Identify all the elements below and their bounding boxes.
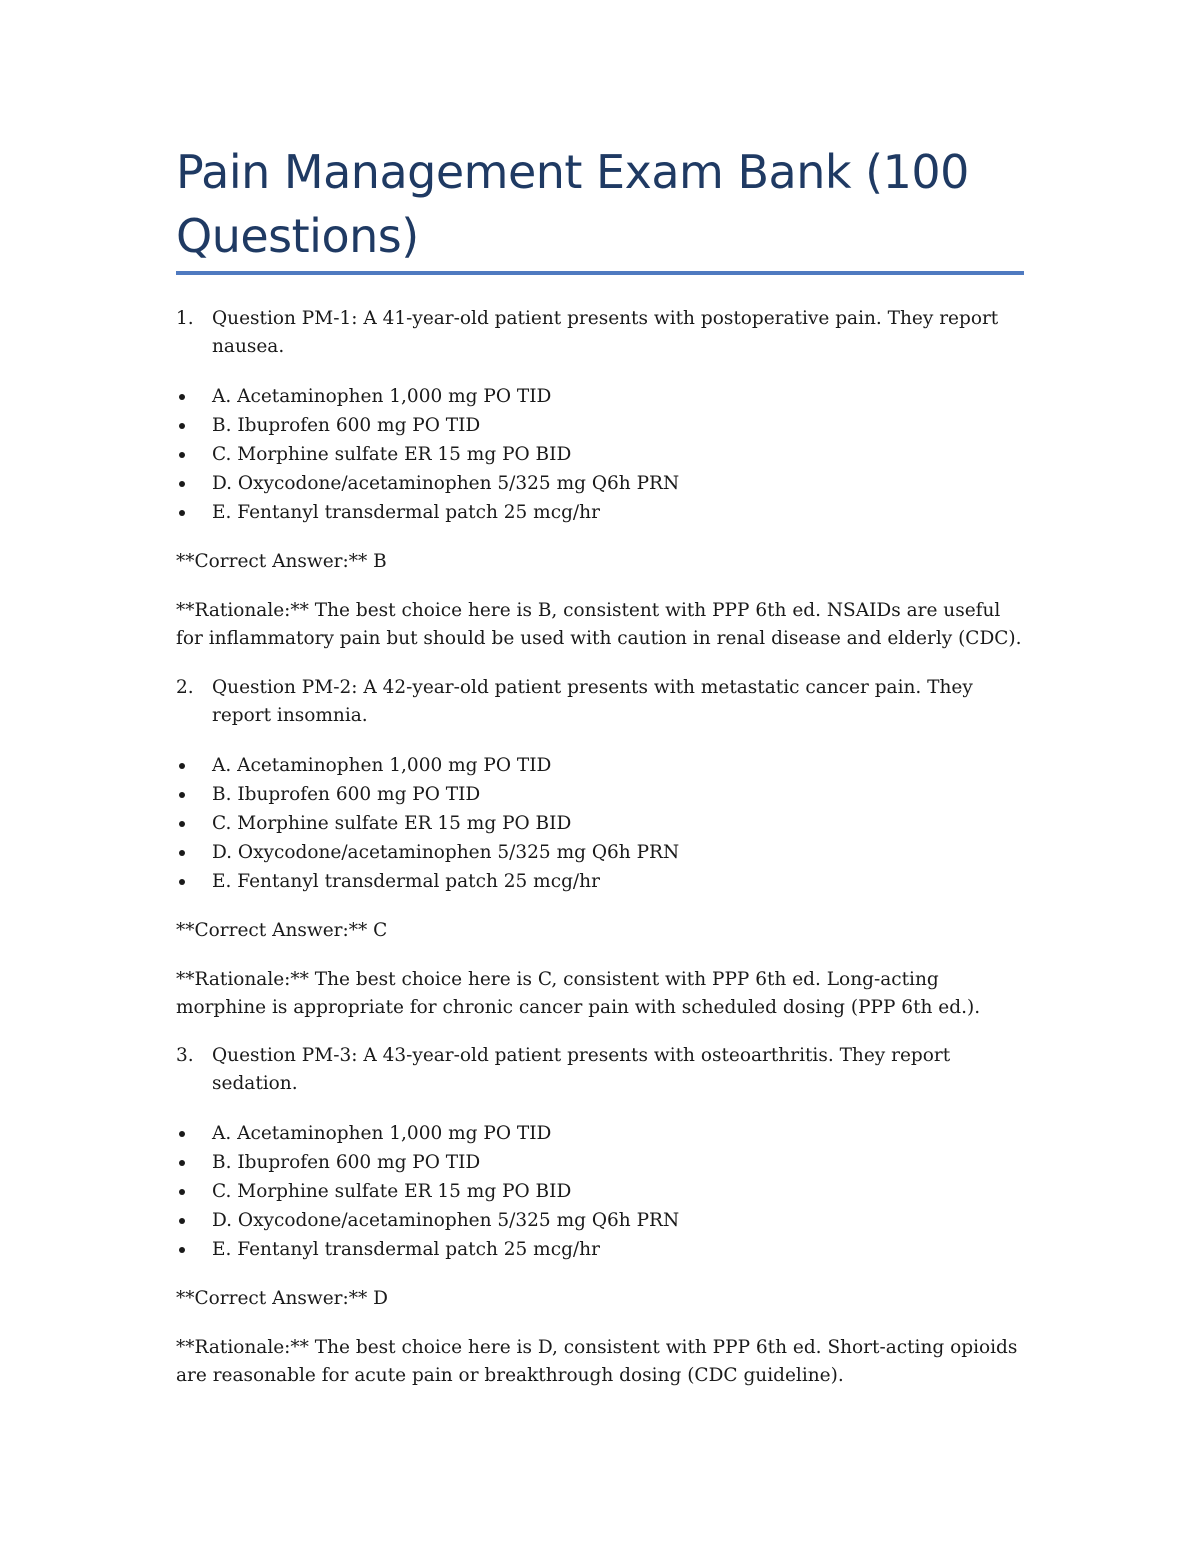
bullet-icon bbox=[179, 481, 185, 487]
option-item-e bbox=[176, 498, 1024, 527]
option-text: E. Fentanyl transdermal patch 25 mcg/hr bbox=[212, 502, 600, 523]
question-stem bbox=[176, 1042, 1024, 1098]
bullet-icon bbox=[179, 879, 185, 885]
option-text: A. Acetaminophen 1,000 mg PO TID bbox=[212, 755, 552, 776]
bullet-icon bbox=[179, 1131, 185, 1137]
question-stem bbox=[176, 674, 1024, 730]
question-block-2 bbox=[176, 674, 1024, 1022]
option-text: C. Morphine sulfate ER 15 mg PO BID bbox=[212, 1181, 572, 1202]
correct-answer: **Correct Answer:** B bbox=[176, 551, 387, 572]
option-item-d bbox=[176, 1206, 1024, 1235]
option-item-c bbox=[176, 440, 1024, 469]
option-item-b bbox=[176, 411, 1024, 440]
rationale: **Rationale:** The best choice here is B, consistent with PPP 6th ed. NSAIDs are useful for inflammatory pain but should be used with caution in renal disease and elderly (CDC). bbox=[176, 600, 1022, 649]
option-text: B. Ibuprofen 600 mg PO TID bbox=[212, 1152, 481, 1173]
option-item-c bbox=[176, 1177, 1024, 1206]
rationale: **Rationale:** The best choice here is C, consistent with PPP 6th ed. Long-acting morphine is appropriate for chronic cancer pain with scheduled dosing (PPP 6th ed.). bbox=[176, 969, 981, 1018]
bullet-icon bbox=[179, 821, 185, 827]
bullet-icon bbox=[179, 1189, 185, 1195]
title-underline-rule bbox=[176, 271, 1024, 275]
option-text: E. Fentanyl transdermal patch 25 mcg/hr bbox=[212, 871, 600, 892]
bullet-icon bbox=[179, 792, 185, 798]
bullet-icon bbox=[179, 1218, 185, 1224]
option-text: D. Oxycodone/acetaminophen 5/325 mg Q6h PRN bbox=[212, 1210, 680, 1231]
answer-options-list bbox=[176, 751, 1024, 896]
question-block-1 bbox=[176, 305, 1024, 653]
option-text: B. Ibuprofen 600 mg PO TID bbox=[212, 415, 481, 436]
correct-answer: **Correct Answer:** C bbox=[176, 920, 388, 941]
option-item-d bbox=[176, 469, 1024, 498]
bullet-icon bbox=[179, 1160, 185, 1166]
option-item-a bbox=[176, 382, 1024, 411]
bullet-icon bbox=[179, 394, 185, 400]
answer-options-list bbox=[176, 1119, 1024, 1264]
bullet-icon bbox=[179, 1247, 185, 1253]
option-item-a bbox=[176, 1119, 1024, 1148]
question-number: 2. bbox=[176, 677, 194, 698]
rationale: **Rationale:** The best choice here is D, consistent with PPP 6th ed. Short-acting opioids are reasonable for acute pain or breakthrough dosing (CDC guideline). bbox=[176, 1337, 1018, 1386]
bullet-icon bbox=[179, 452, 185, 458]
option-text: A. Acetaminophen 1,000 mg PO TID bbox=[212, 1123, 552, 1144]
bullet-icon bbox=[179, 423, 185, 429]
option-item-e bbox=[176, 1235, 1024, 1264]
option-text: A. Acetaminophen 1,000 mg PO TID bbox=[212, 386, 552, 407]
question-text: Question PM-2: A 42-year-old patient presents with metastatic cancer pain. They report insomnia. bbox=[212, 677, 973, 726]
option-text: D. Oxycodone/acetaminophen 5/325 mg Q6h PRN bbox=[212, 473, 680, 494]
option-text: C. Morphine sulfate ER 15 mg PO BID bbox=[212, 444, 572, 465]
page-title: Pain Management Exam Bank (100 Questions) bbox=[176, 145, 969, 263]
option-item-e bbox=[176, 867, 1024, 896]
bullet-icon bbox=[179, 850, 185, 856]
answer-options-list bbox=[176, 382, 1024, 527]
option-text: B. Ibuprofen 600 mg PO TID bbox=[212, 784, 481, 805]
question-stem bbox=[176, 305, 1024, 361]
question-number: 3. bbox=[176, 1045, 194, 1066]
question-text: Question PM-3: A 43-year-old patient presents with osteoarthritis. They report sedation. bbox=[212, 1045, 951, 1094]
question-block-3 bbox=[176, 1042, 1024, 1390]
bullet-icon bbox=[179, 510, 185, 516]
correct-answer: **Correct Answer:** D bbox=[176, 1288, 388, 1309]
option-text: D. Oxycodone/acetaminophen 5/325 mg Q6h PRN bbox=[212, 842, 680, 863]
question-number: 1. bbox=[176, 308, 194, 329]
option-text: E. Fentanyl transdermal patch 25 mcg/hr bbox=[212, 1239, 600, 1260]
option-item-d bbox=[176, 838, 1024, 867]
question-text: Question PM-1: A 41-year-old patient presents with postoperative pain. They report nausea. bbox=[212, 308, 999, 357]
bullet-icon bbox=[179, 763, 185, 769]
option-item-b bbox=[176, 780, 1024, 809]
option-text: C. Morphine sulfate ER 15 mg PO BID bbox=[212, 813, 572, 834]
option-item-b bbox=[176, 1148, 1024, 1177]
option-item-a bbox=[176, 751, 1024, 780]
option-item-c bbox=[176, 809, 1024, 838]
